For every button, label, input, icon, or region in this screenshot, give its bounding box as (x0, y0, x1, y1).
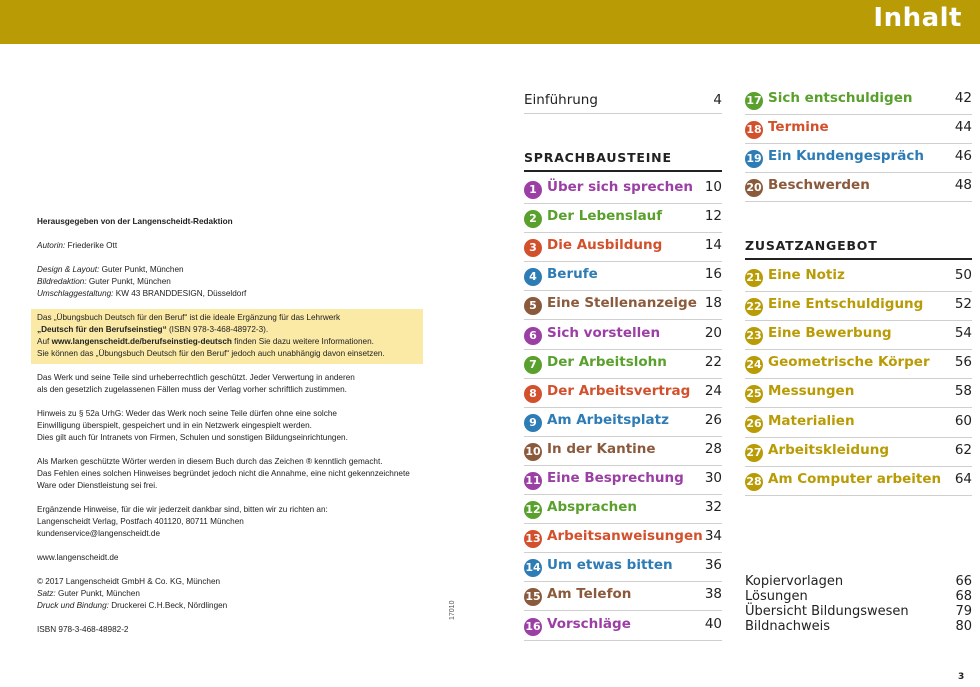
toc-chapter-row[interactable] (524, 233, 722, 262)
trademark-line-1: Als Marken geschützte Wörter werden in diesem Buch durch das Zeichen ® kenntlich gemacht. (37, 457, 383, 466)
chapter-title: Arbeitsanweisungen (547, 528, 703, 545)
chapter-page: 46 (954, 148, 972, 165)
print-value: Druckerei C.H.Beck, Nördlingen (111, 601, 228, 610)
design-label: Design & Layout: (37, 265, 100, 274)
highlight-line-3-pre: Auf (37, 337, 52, 346)
highlight-line-4: Sie können das „Übungsbuch Deutsch für den Beruf“ jedoch auch unabhängig davon einsetzen. (37, 349, 385, 358)
chapter-page: 36 (704, 557, 722, 574)
toc-chapter-row[interactable] (524, 437, 722, 466)
set-value: Guter Punkt, München (57, 589, 140, 598)
copyright-line-2: als den gesetzlich zugelassenen Fällen muss der Verlag vorher schriftlich zustimmen. (37, 385, 347, 394)
toc-chapter-row[interactable] (745, 263, 972, 292)
toc-intro-page: 4 (713, 92, 722, 108)
appendix-item[interactable] (745, 619, 972, 634)
imprint-picture (37, 276, 437, 288)
chapter-number-badge: 19 (745, 150, 763, 168)
highlight-line-3 (37, 336, 437, 348)
design-value: Guter Punkt, München (101, 265, 184, 274)
chapter-page: 48 (954, 177, 972, 194)
chapter-number-badge: 7 (524, 356, 542, 374)
textbook-isbn: (ISBN 978-3-468-48972-3). (166, 325, 269, 334)
chapter-title: Eine Besprechung (547, 470, 684, 486)
chapter-number-badge: 21 (745, 269, 763, 287)
chapter-page: 60 (954, 412, 972, 429)
author-label: Autorin: (37, 241, 66, 250)
header-bar (0, 0, 980, 44)
appendix-page: 80 (955, 619, 972, 634)
print-code: 17010 (449, 600, 456, 620)
website-link[interactable]: www.langenscheidt.de/berufseinstieg-deutsch (51, 337, 232, 346)
chapter-number-badge: 16 (524, 618, 542, 636)
toc-intro-row[interactable] (524, 85, 722, 114)
chapter-title: Eine Notiz (768, 267, 845, 283)
chapter-title: Messungen (768, 383, 855, 400)
toc-intro-title: Einführung (524, 92, 598, 108)
toc-chapter-row[interactable] (745, 350, 972, 379)
toc-chapter-row[interactable] (524, 466, 722, 495)
imprint-design (37, 264, 437, 276)
chapter-number-badge: 6 (524, 327, 542, 345)
chapter-title: Eine Bewerbung (768, 325, 892, 342)
appendix-page: 79 (955, 604, 972, 619)
chapter-number-badge: 1 (524, 181, 542, 199)
toc-chapter-row[interactable] (524, 204, 722, 233)
chapter-title: Der Arbeitsvertrag (547, 382, 691, 399)
chapter-title: Am Arbeitsplatz (547, 411, 669, 428)
chapter-page: 52 (954, 296, 972, 313)
chapter-number-badge: 11 (524, 472, 542, 490)
toc-chapter-row[interactable] (745, 86, 972, 115)
chapter-number-badge: 4 (524, 268, 542, 286)
chapter-number-badge: 8 (524, 385, 542, 403)
toc-chapter-row[interactable] (524, 612, 722, 641)
page-title: Inhalt (873, 3, 962, 33)
copyright-notice: © 2017 Langenscheidt GmbH & Co. KG, München (37, 577, 221, 586)
chapter-title: Materialien (768, 412, 855, 429)
chapter-number-badge: 25 (745, 385, 763, 403)
chapter-page: 22 (704, 353, 722, 370)
website[interactable]: www.langenscheidt.de (37, 553, 119, 562)
chapter-number-badge: 17 (745, 92, 763, 110)
picture-value: Guter Punkt, München (88, 277, 171, 286)
chapter-page: 10 (704, 179, 722, 195)
chapter-page: 56 (954, 354, 972, 371)
chapter-number-badge: 5 (524, 297, 542, 315)
chapter-number-badge: 12 (524, 501, 542, 519)
toc-chapter-row[interactable] (524, 291, 722, 320)
toc-chapter-row[interactable] (745, 173, 972, 202)
imprint-cover (37, 288, 437, 300)
cover-value: KW 43 BRANDDESIGN, Düsseldorf (115, 289, 247, 298)
section-sprachbausteine: SPRACHBAUSTEINE (524, 150, 722, 172)
textbook-title: „Deutsch für den Berufseinstieg“ (37, 325, 167, 334)
imprint-publisher: Herausgegeben von der Langenscheidt-Redaktion (37, 217, 233, 226)
chapter-page: 42 (954, 90, 972, 106)
appendix-title: Bildnachweis (745, 619, 831, 634)
copyright-line-1: Das Werk und seine Teile sind urheberrechtlich geschützt. Jeder Verwertung in anderen (37, 373, 355, 382)
chapter-page: 58 (954, 383, 972, 400)
toc-chapter-row[interactable] (745, 379, 972, 408)
chapter-number-badge: 15 (524, 588, 542, 606)
imprint-block (37, 216, 437, 636)
chapter-page: 26 (704, 411, 722, 428)
chapter-number-badge: 22 (745, 298, 763, 316)
hint-line-1: Hinweis zu § 52a UrhG: Weder das Werk noch seine Teile dürfen ohne eine solche (37, 409, 337, 418)
chapter-title: Am Telefon (547, 586, 632, 603)
chapter-title: Ein Kundengespräch (768, 148, 924, 165)
chapter-number-badge: 13 (524, 530, 542, 548)
chapter-number-badge: 28 (745, 473, 763, 491)
hint-line-2: Einwilligung überspielt, gespeichert und in ein Netzwerk eingespielt werden. (37, 421, 312, 430)
chapter-page: 50 (954, 267, 972, 283)
appendix-title: Übersicht Bildungswesen (745, 604, 909, 619)
appendix-page: 66 (955, 574, 972, 589)
toc-chapter-row[interactable] (745, 321, 972, 350)
toc-chapter-row[interactable] (524, 408, 722, 437)
toc-chapter-row[interactable] (745, 144, 972, 173)
toc-chapter-row[interactable] (524, 321, 722, 350)
chapter-number-badge: 18 (745, 121, 763, 139)
chapter-page: 40 (704, 615, 722, 632)
chapter-title: Berufe (547, 266, 598, 283)
trademark-line-2: Das Fehlen eines solchen Hinweises begründet jedoch nicht die Annahme, eine nicht gekennzeichnete (37, 469, 410, 478)
chapter-title: Geometrische Körper (768, 354, 930, 371)
chapter-page: 16 (704, 266, 722, 283)
toc-chapter-row[interactable] (524, 379, 722, 408)
chapter-page: 34 (704, 528, 722, 545)
chapter-number-badge: 9 (524, 414, 542, 432)
chapter-number-badge: 26 (745, 415, 763, 433)
chapter-page: 64 (954, 470, 972, 487)
chapter-title: Sich vorstellen (547, 324, 661, 341)
imprint-print (37, 600, 437, 612)
highlight-line-3-rest: finden Sie dazu weitere Informationen. (231, 337, 374, 346)
chapter-number-badge: 27 (745, 444, 763, 462)
section-zusatzangebot: ZUSATZANGEBOT (745, 238, 972, 260)
contact-line-2: Langenscheidt Verlag, Postfach 401120, 80711 München (37, 517, 244, 526)
chapter-title: Der Lebenslauf (547, 208, 663, 225)
highlight-line-2 (37, 324, 437, 336)
toc-chapter-row[interactable] (745, 467, 972, 496)
chapter-title: Die Ausbildung (547, 237, 663, 254)
chapter-number-badge: 2 (524, 210, 542, 228)
toc-chapter-row[interactable] (745, 409, 972, 438)
contact-email[interactable]: kundenservice@langenscheidt.de (37, 529, 161, 538)
chapter-title: Absprachen (547, 499, 637, 516)
cover-label: Umschlaggestaltung: (37, 289, 114, 298)
chapter-title: Termine (768, 119, 829, 136)
imprint-author (37, 240, 437, 252)
chapter-title: Beschwerden (768, 177, 870, 194)
chapter-page: 38 (704, 586, 722, 603)
chapter-number-badge: 14 (524, 559, 542, 577)
chapter-title: Vorschläge (547, 615, 631, 632)
set-label: Satz: (37, 589, 56, 598)
toc-chapter-row[interactable] (524, 262, 722, 291)
highlight-line-1: Das „Übungsbuch Deutsch für den Beruf“ ist die ideale Ergänzung für das Lehrwerk (37, 313, 341, 322)
chapter-page: 30 (704, 470, 722, 486)
hint-line-3: Dies gilt auch für Intranets von Firmen, Schulen und sonstigen Bildungseinrichtungen. (37, 433, 348, 442)
toc-chapter-row[interactable] (524, 582, 722, 611)
toc-chapter-row[interactable] (745, 292, 972, 321)
appendix-page: 68 (955, 589, 972, 604)
chapter-title: Arbeitskleidung (768, 441, 889, 458)
chapter-page: 18 (704, 295, 722, 312)
chapter-page: 28 (704, 440, 722, 457)
chapter-title: In der Kantine (547, 440, 656, 457)
chapter-page: 12 (704, 208, 722, 225)
chapter-page: 44 (954, 119, 972, 136)
appendix-list (745, 574, 972, 634)
imprint-set (37, 588, 437, 600)
appendix-item[interactable] (745, 574, 972, 589)
chapter-number-badge: 3 (524, 239, 542, 257)
toc-chapter-row[interactable] (745, 438, 972, 467)
appendix-item[interactable] (745, 589, 972, 604)
chapter-title: Über sich sprechen (547, 179, 694, 195)
page-number: 3 (958, 672, 965, 682)
toc-chapter-row[interactable] (524, 175, 722, 204)
chapter-page: 54 (954, 325, 972, 342)
chapter-page: 32 (704, 499, 722, 516)
appendix-title: Kopiervorlagen (745, 574, 844, 589)
author-value: Friederike Ott (67, 241, 118, 250)
chapter-title: Eine Stellenanzeige (547, 295, 697, 312)
chapter-title: Eine Entschuldigung (768, 296, 924, 313)
chapter-number-badge: 24 (745, 356, 763, 374)
chapter-page: 20 (704, 324, 722, 341)
toc-chapter-row[interactable] (524, 495, 722, 524)
contact-line-1: Ergänzende Hinweise, für die wir jederzeit dankbar sind, bitten wir zu richten an: (37, 505, 328, 514)
picture-label: Bildredaktion: (37, 277, 87, 286)
chapter-title: Sich entschuldigen (768, 90, 913, 106)
chapter-title: Am Computer arbeiten (768, 470, 942, 487)
toc-chapter-row[interactable] (524, 350, 722, 379)
chapter-number-badge: 10 (524, 443, 542, 461)
chapter-page: 24 (704, 382, 722, 399)
chapter-number-badge: 20 (745, 179, 763, 197)
print-label: Druck und Bindung: (37, 601, 109, 610)
isbn: ISBN 978-3-468-48982-2 (37, 625, 129, 634)
trademark-line-3: Ware oder Dienstleistung sei frei. (37, 481, 158, 490)
chapter-page: 62 (954, 441, 972, 458)
toc-chapter-row[interactable] (524, 524, 722, 553)
chapter-number-badge: 23 (745, 327, 763, 345)
appendix-title: Lösungen (745, 589, 808, 604)
toc-chapter-row[interactable] (524, 553, 722, 582)
appendix-item[interactable] (745, 604, 972, 619)
toc-chapter-row[interactable] (745, 115, 972, 144)
chapter-title: Der Arbeitslohn (547, 353, 667, 370)
chapter-page: 14 (704, 237, 722, 254)
chapter-title: Um etwas bitten (547, 557, 673, 574)
